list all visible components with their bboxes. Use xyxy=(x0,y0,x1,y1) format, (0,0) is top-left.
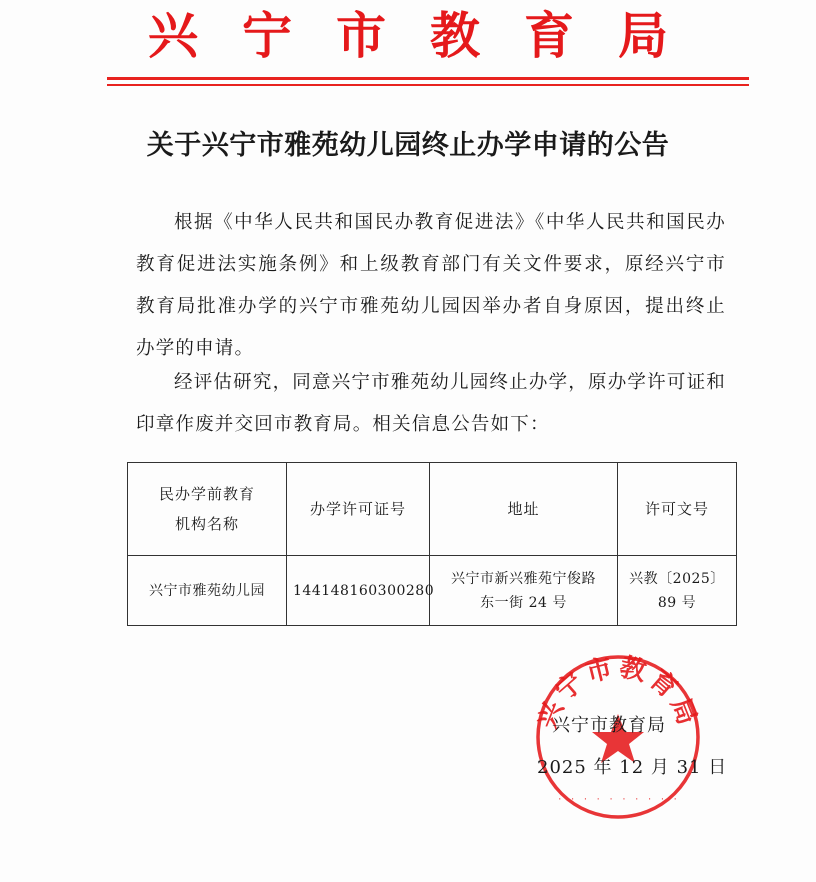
table-row xyxy=(128,556,737,626)
header-address: 地址 xyxy=(430,463,618,556)
letterhead-title: 兴宁市教育局 xyxy=(148,6,712,65)
signature-organization: 兴宁市教育局 xyxy=(552,715,666,736)
header-institution-name-line2: 机构名称 xyxy=(174,515,239,533)
table-header-row xyxy=(128,463,737,556)
cell-license-number: 144148160300280 xyxy=(287,556,430,626)
letterhead-rule-thin xyxy=(107,84,749,86)
document-title: 关于兴宁市雅苑幼儿园终止办学申请的公告 xyxy=(146,130,670,161)
header-permit-number: 许可文号 xyxy=(618,463,737,556)
header-license-number: 办学许可证号 xyxy=(287,463,430,556)
signature-date: 2025 年 12 月 31 日 xyxy=(537,757,728,778)
cell-permit-line2: 89 号 xyxy=(657,594,697,611)
cell-permit-line1: 兴教〔2025〕 xyxy=(629,570,725,587)
info-table xyxy=(127,462,737,626)
cell-address-line1: 兴宁市新兴雅苑宁俊路 xyxy=(451,570,596,587)
body-paragraph-1: 根据《中华人民共和国民办教育促进法》《中华人民共和国民办教育促进法实施条例》和上级教育部门有关文件要求，原经兴宁市教育局批准办学的兴宁市雅苑幼儿园因举办者自身原因，提出终止办学的申请。 xyxy=(136,212,726,359)
cell-institution-name: 兴宁市雅苑幼儿园 xyxy=(128,556,287,626)
cell-address xyxy=(430,556,618,626)
body-paragraph-2: 经评估研究，同意兴宁市雅苑幼儿园终止办学，原办学许可证和印章作废并交回市教育局。相关信息公告如下： xyxy=(136,372,726,435)
cell-permit-number xyxy=(618,556,737,626)
letterhead-rule-thick xyxy=(107,77,749,80)
svg-text:· · · · · · · · · ·: · · · · · · · · · · xyxy=(557,795,679,805)
header-institution-name-line1: 民办学前教育 xyxy=(158,485,255,503)
header-institution-name xyxy=(128,463,287,556)
cell-address-line2: 东一街 24 号 xyxy=(480,594,567,611)
svg-text:兴宁市教育局: 兴宁市教育局 xyxy=(533,652,703,733)
